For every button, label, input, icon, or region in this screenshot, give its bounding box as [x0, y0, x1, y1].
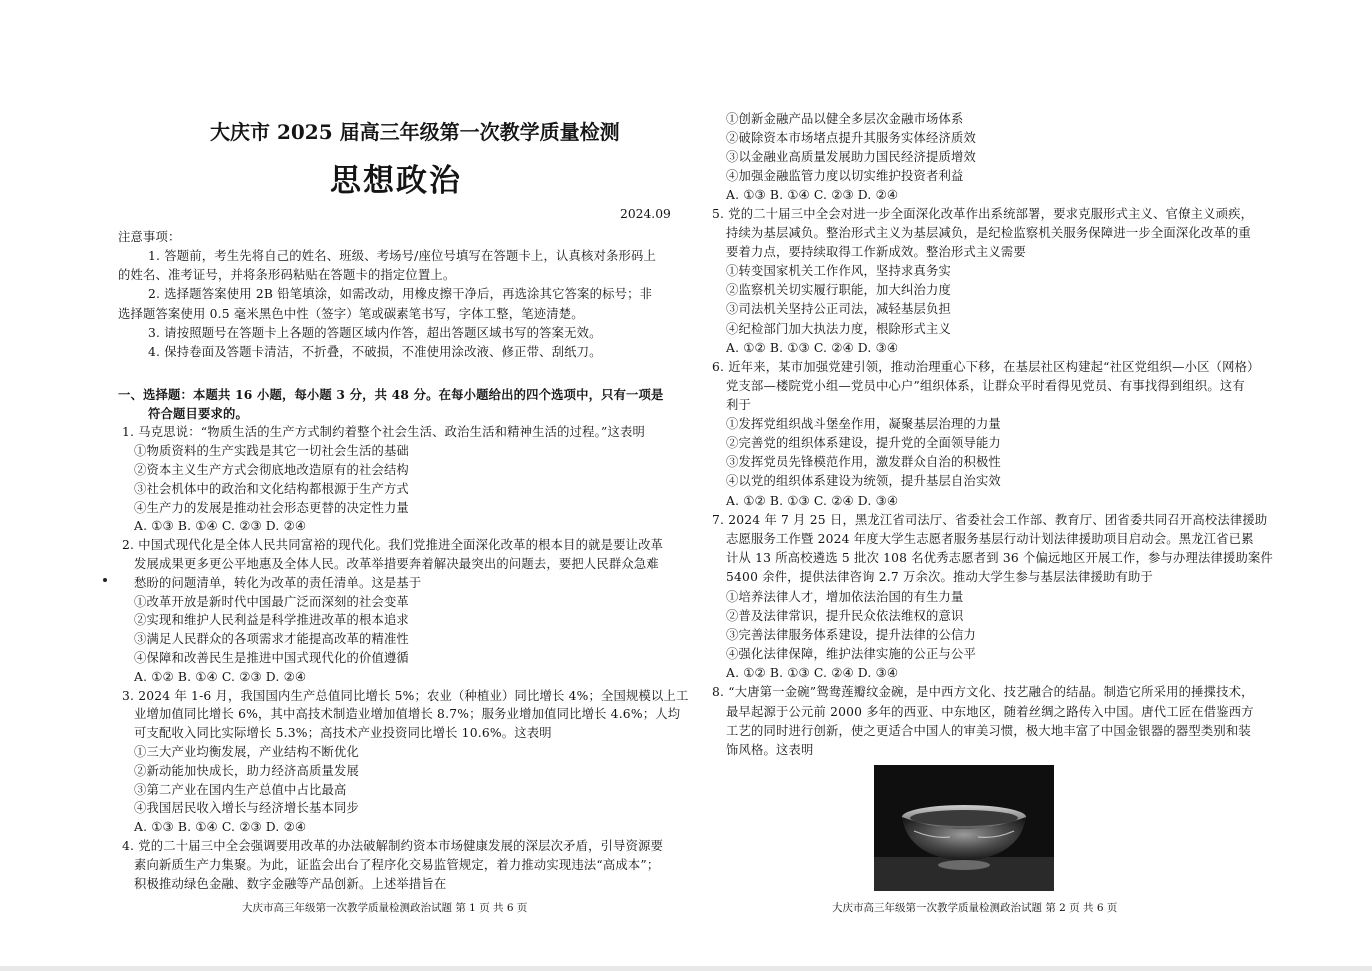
option-line: ①发挥党组织战斗堡垒作用，凝聚基层治理的力量	[726, 417, 1001, 431]
question-line: 积极推动绿色金融、数字金融等产品创新。上述举措旨在	[134, 877, 447, 891]
question-line: 4. 党的二十届三中全会强调要用改革的办法破解制约资本市场健康发展的深层次矛盾，引导资源要	[122, 839, 664, 853]
page-footer-left: 大庆市高三年级第一次教学质量检测政治试题 第 1 页 共 6 页	[242, 902, 528, 914]
answer-choices: A. ①③ B. ①④ C. ②③ D. ②④	[134, 820, 307, 834]
exam-title: 大庆市 2025 届高三年级第一次教学质量检测	[210, 120, 620, 144]
page-footer-right: 大庆市高三年级第一次教学质量检测政治试题 第 2 页 共 6 页	[832, 902, 1118, 914]
option-line: ④生产力的发展是推动社会形态更替的决定性力量	[134, 501, 409, 515]
option-line: ④我国居民收入增长与经济增长基本同步	[134, 801, 359, 815]
option-line: ③社会机体中的政治和文化结构都根源于生产方式	[134, 482, 409, 496]
option-line: ②破除资本市场堵点提升其服务实体经济质效	[726, 131, 976, 145]
note-line: 选择题答案使用 0.5 毫米黑色中性（签字）笔或碳素笔书写，字体工整，笔迹清楚。	[118, 307, 584, 321]
question-line: 利于	[726, 398, 751, 412]
answer-choices: A. ①③ B. ①④ C. ②③ D. ②④	[726, 188, 899, 202]
question-line: 工艺的同时进行创新，使之更适合中国人的审美习惯，极大地丰富了中国金银器的器型类别和装	[726, 724, 1251, 738]
option-line: ①培养法律人才，增加依法治国的有生力量	[726, 590, 964, 604]
option-line: ④保障和改善民生是推进中国式现代化的价值遵循	[134, 651, 409, 665]
notes-heading: 注意事项：	[118, 230, 181, 244]
question-line: 愁盼的问题清单，转化为改革的责任清单。这是基于	[134, 576, 422, 590]
question-line: 业增加值同比增长 6%，其中高技术制造业增加值增长 8.7%；服务业增加值同比增长 4.6%；人均	[134, 707, 681, 721]
scan-edge	[0, 966, 1372, 971]
option-line: ②完善党的组织体系建设，提升党的全面领导能力	[726, 436, 1001, 450]
option-line: ④强化法律保障，维护法律实施的公正与公平	[726, 647, 976, 661]
question-line: 7. 2024 年 7 月 25 日，黑龙江省司法厅、省委社会工作部、教育厅、团省委共同召开高校法律援助	[712, 513, 1268, 527]
option-line: ②资本主义生产方式会彻底地改造原有的社会结构	[134, 463, 409, 477]
note-line: 2. 选择题答案使用 2B 铅笔填涂，如需改动，用橡皮擦干净后，再选涂其它答案的标号；非	[148, 287, 653, 301]
option-line: ③发挥党员先锋模范作用，激发群众自治的积极性	[726, 455, 1001, 469]
option-line: ①创新金融产品以健全多层次金融市场体系	[726, 112, 964, 126]
answer-choices: A. ①③ B. ①④ C. ②③ D. ②④	[134, 519, 307, 533]
question-line: 6. 近年来，某市加强党建引领，推动治理重心下移，在基层社区构建起“社区党组织—小区（网格）	[712, 360, 1260, 374]
question-line: 可支配收入同比实际增长 5.3%；高技术产业投资同比增长 10.6%。这表明	[134, 726, 552, 740]
option-line: ②监察机关切实履行职能，加大纠治力度	[726, 283, 951, 297]
scan-dot	[103, 578, 107, 582]
option-line: ④以党的组织体系建设为统领，提升基层自治实效	[726, 474, 1001, 488]
question-line: 3. 2024 年 1-6 月，我国国内生产总值同比增长 5%；农业（种植业）同比增长 4%；全国规模以上工	[122, 689, 689, 703]
question-line: 计从 13 所高校遴选 5 批次 108 名优秀志愿者到 36 个偏远地区开展工作，参与办理法律援助案件	[726, 551, 1273, 565]
note-line: 4. 保持卷面及答题卡清洁，不折叠，不破损，不准使用涂改液、修正带、刮纸刀。	[148, 345, 602, 359]
answer-choices: A. ①② B. ①④ C. ②③ D. ②④	[134, 670, 307, 684]
question-line: 最早起源于公元前 2000 多年的西亚、中东地区，随着丝绸之路传入中国。唐代工匠在借鉴西方	[726, 705, 1254, 719]
note-line: 的姓名、准考证号，并将条形码粘贴在答题卡的指定位置上。	[118, 268, 456, 282]
answer-choices: A. ①② B. ①③ C. ②④ D. ③④	[726, 494, 899, 508]
note-line: 3. 请按照题号在答题卡上各题的答题区域内作答，超出答题区域书写的答案无效。	[148, 326, 602, 340]
option-line: ③完善法律服务体系建设，提升法律的公信力	[726, 628, 976, 642]
option-line: ①三大产业均衡发展，产业结构不断优化	[134, 745, 359, 759]
question-line: 1. 马克思说：“物质生活的生产方式制约着整个社会生活、政治生活和精神生活的过程。”这表明	[122, 425, 645, 439]
option-line: ②普及法律常识，提升民众依法维权的意识	[726, 609, 964, 623]
gold-bowl-illustration	[874, 765, 1054, 891]
option-line: ④纪检部门加大执法力度，根除形式主义	[726, 322, 951, 336]
answer-choices: A. ①② B. ①③ C. ②④ D. ③④	[726, 666, 899, 680]
question-line: 5. 党的二十届三中全会对进一步全面深化改革作出系统部署，要求克服形式主义、官僚主义顽疾，	[712, 207, 1254, 221]
section-heading: 一、选择题：本题共 16 小题，每小题 3 分，共 48 分。在每小题给出的四个选项中，只有一项是	[118, 387, 664, 402]
question-line: 2. 中国式现代化是全体人民共同富裕的现代化。我们党推进全面深化改革的根本目的就是要让改革	[122, 538, 664, 552]
question-line: 志愿服务工作暨 2024 年度大学生志愿者服务基层行动计划法律援助项目启动会。黑龙江省已累	[726, 532, 1254, 546]
question-line: 8. “大唐第一金碗”鸳鸯莲瓣纹金碗，是中西方文化、技艺融合的结晶。制造它所采用的捶揲技术，	[712, 685, 1254, 699]
question-line: 发展成果更多更公平地惠及全体人民。改革举措要奔着解决最突出的问题去，要把人民群众急难	[134, 557, 659, 571]
option-line: ③以金融业高质量发展助力国民经济提质增效	[726, 150, 976, 164]
subject-title: 思想政治	[330, 163, 462, 199]
option-line: ③司法机关坚持公正司法，减轻基层负担	[726, 302, 951, 316]
option-line: ①物质资料的生产实践是其它一切社会生活的基础	[134, 444, 409, 458]
question-line: 要着力点，要持续取得工作新成效。整治形式主义需要	[726, 245, 1026, 259]
gold-bowl-photo	[874, 765, 1054, 891]
option-line: ④加强金融监管力度以切实维护投资者利益	[726, 169, 964, 183]
question-line: 素向新质生产力集聚。为此，证监会出台了程序化交易监管规定，着力推动实现违法“高成本”；	[134, 858, 660, 872]
option-line: ②新动能加快成长，助力经济高质量发展	[134, 764, 359, 778]
option-line: ②实现和维护人民利益是科学推进改革的根本追求	[134, 613, 409, 627]
option-line: ①转变国家机关工作作风，坚持求真务实	[726, 264, 951, 278]
option-line: ③满足人民群众的各项需求才能提高改革的精准性	[134, 632, 409, 646]
note-line: 1. 答题前，考生先将自己的姓名、班级、考场号/座位号填写在答题卡上，认真核对条形码上	[148, 249, 656, 263]
option-line: ①改革开放是新时代中国最广泛而深刻的社会变革	[134, 595, 409, 609]
question-line: 5400 余件，提供法律咨询 2.7 万余次。推动大学生参与基层法律援助有助于	[726, 570, 1153, 584]
answer-choices: A. ①② B. ①③ C. ②④ D. ③④	[726, 341, 899, 355]
option-line: ③第二产业在国内生产总值中占比最高	[134, 783, 347, 797]
section-heading: 符合题目要求的。	[148, 406, 248, 421]
question-line: 饰风格。这表明	[726, 743, 814, 757]
exam-date: 2024.09	[620, 207, 671, 221]
question-line: 党支部—楼院党小组—党员中心户”组织体系，让群众平时看得见党员、有事找得到组织。这有	[726, 379, 1245, 393]
question-line: 持续为基层减负。整治形式主义为基层减负，是纪检监察机关服务保障进一步全面深化改革的重	[726, 226, 1251, 240]
